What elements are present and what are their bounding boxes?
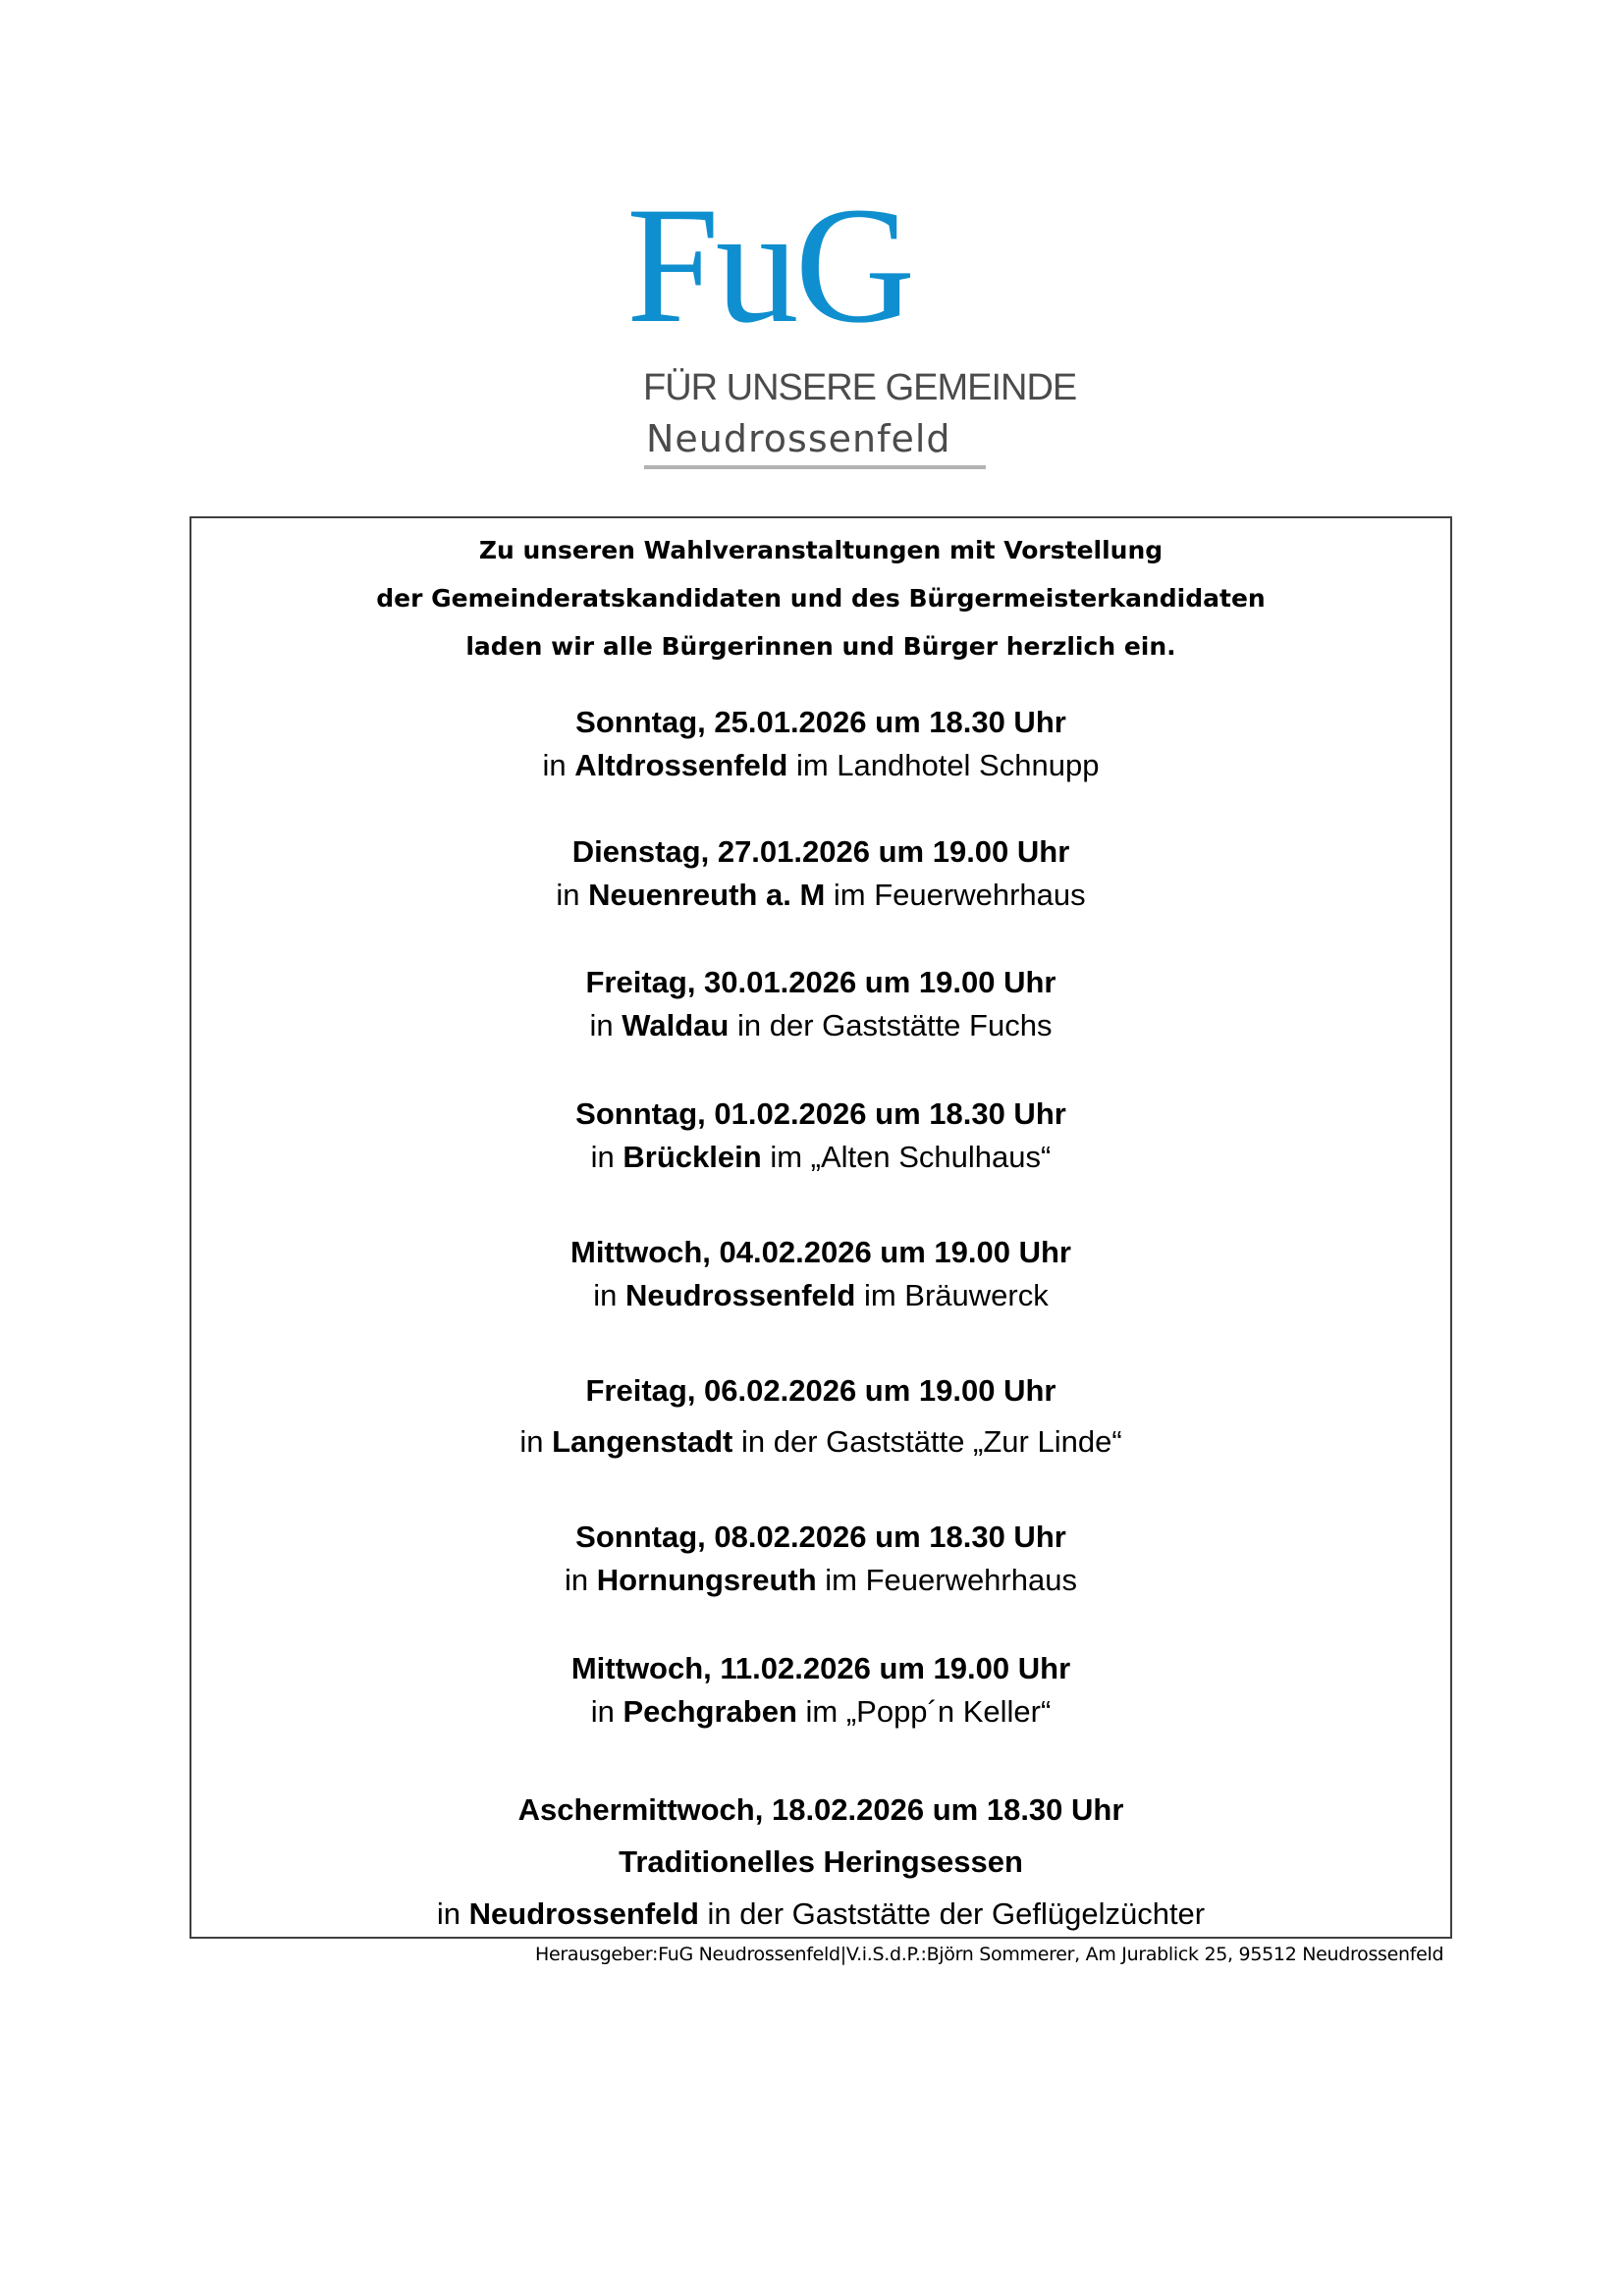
event-location: in Neuenreuth a. M im Feuerwehrhaus — [556, 878, 1086, 912]
event-place: Hornungsreuth — [596, 1563, 817, 1597]
event-date: Freitag, 30.01.2026 um 19.00 Uhr — [585, 965, 1056, 999]
event-place: Neudrossenfeld — [468, 1896, 699, 1931]
event-date: Aschermittwoch, 18.02.2026 um 18.30 Uhr — [517, 1792, 1124, 1827]
event-location: in Brücklein im „Alten Schulhaus“ — [590, 1140, 1052, 1174]
event-location: in Waldau in der Gaststätte Fuchs — [589, 1008, 1053, 1042]
intro-line: laden wir alle Bürgerinnen und Bürger herzlich ein. — [465, 632, 1176, 661]
event-item — [191, 830, 1450, 917]
event-location: in Langenstadt in der Gaststätte „Zur Linde“ — [519, 1424, 1122, 1459]
intro-line: der Gemeinderatskandidaten und des Bürgermeisterkandidaten — [376, 584, 1266, 613]
event-place: Altdrossenfeld — [574, 748, 788, 782]
event-item — [191, 1647, 1450, 1734]
event-date: Sonntag, 01.02.2026 um 18.30 Uhr — [575, 1096, 1066, 1131]
event-item — [191, 701, 1450, 787]
logo-place: Neudrossenfeld — [646, 417, 951, 460]
event-place: Neudrossenfeld — [625, 1278, 856, 1312]
event-date: Freitag, 06.02.2026 um 19.00 Uhr — [585, 1373, 1056, 1408]
intro-line: Zu unseren Wahlveranstaltungen mit Vorstellung — [478, 536, 1164, 564]
final-event — [191, 1789, 1450, 1936]
event-item — [191, 1516, 1450, 1602]
event-date: Mittwoch, 04.02.2026 um 19.00 Uhr — [570, 1235, 1071, 1269]
imprint-footer: Herausgeber:FuG Neudrossenfeld|V.i.S.d.P.:Björn Sommerer, Am Jurablick 25, 95512 Neudrossenfeld — [535, 1944, 1444, 1965]
event-item — [191, 1369, 1450, 1464]
event-box — [189, 516, 1452, 1939]
event-title: Traditionelles Heringsessen — [619, 1844, 1023, 1879]
event-date: Mittwoch, 11.02.2026 um 19.00 Uhr — [570, 1651, 1071, 1685]
event-location: in Neudrossenfeld im Bräuwerck — [593, 1278, 1049, 1312]
event-location: in Hornungsreuth im Feuerwehrhaus — [565, 1563, 1077, 1597]
event-date: Dienstag, 27.01.2026 um 19.00 Uhr — [571, 834, 1070, 869]
logo-underline — [644, 465, 986, 469]
event-place: Langenstadt — [552, 1424, 733, 1459]
event-place: Pechgraben — [623, 1694, 797, 1729]
logo-tagline: FÜR UNSERE GEMEINDE — [643, 367, 1077, 408]
event-place: Brücklein — [623, 1140, 762, 1174]
intro-text — [191, 526, 1450, 670]
event-place: Waldau — [622, 1008, 730, 1042]
event-date: Sonntag, 25.01.2026 um 18.30 Uhr — [575, 705, 1066, 739]
event-location: in Neudrossenfeld in der Gaststätte der Geflügelzüchter — [436, 1896, 1206, 1931]
event-item — [191, 961, 1450, 1047]
event-place: Neuenreuth a. M — [588, 878, 826, 912]
event-date: Sonntag, 08.02.2026 um 18.30 Uhr — [575, 1520, 1066, 1554]
event-item — [191, 1231, 1450, 1317]
event-location: in Pechgraben im „Popp´n Keller“ — [590, 1694, 1052, 1729]
event-location: in Altdrossenfeld im Landhotel Schnupp — [542, 748, 1100, 782]
logo-wordmark: FuG — [626, 173, 912, 357]
event-item — [191, 1093, 1450, 1179]
